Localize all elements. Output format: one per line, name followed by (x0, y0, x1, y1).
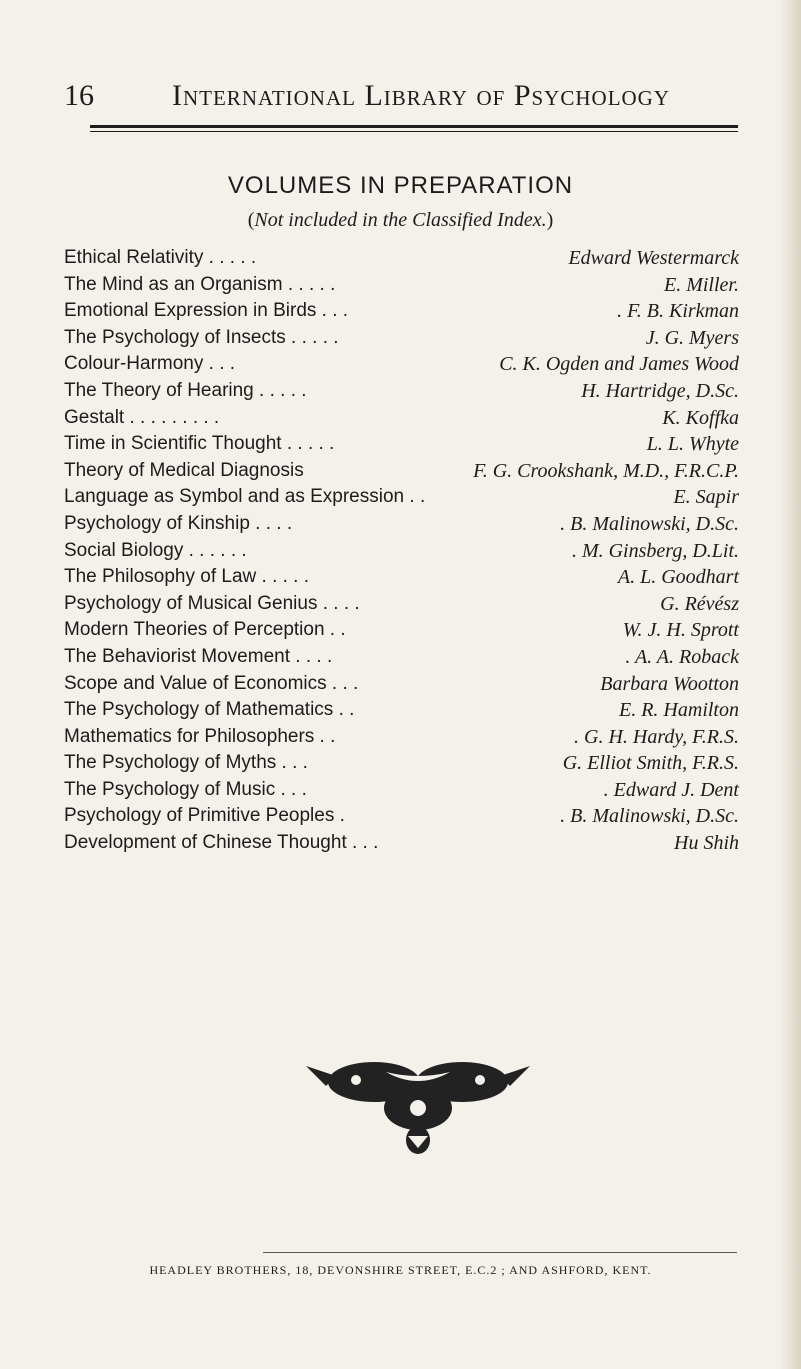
printer-imprint: HEADLEY BROTHERS, 18, DEVONSHIRE STREET, E.C.2 ; AND ASHFORD, KENT. (149, 1263, 652, 1277)
volume-title: Colour-Harmony . . . (64, 353, 236, 375)
list-item (64, 538, 739, 565)
volume-title: Theory of Medical Diagnosis (64, 459, 304, 481)
list-item (64, 431, 739, 458)
volume-title: The Psychology of Music . . . (64, 778, 307, 800)
volume-title: The Psychology of Mathematics . . (64, 699, 355, 721)
volume-author: G. Elliot Smith, F.R.S. (562, 752, 739, 775)
volume-author: . Edward J. Dent (603, 778, 739, 801)
list-item (64, 644, 739, 671)
volume-author: . G. H. Hardy, F.R.S. (574, 725, 739, 748)
list-item (64, 484, 739, 511)
volume-title: Psychology of Musical Genius . . . . (64, 592, 360, 614)
volume-title: The Psychology of Myths . . . (64, 752, 308, 774)
page-header (64, 78, 744, 118)
volume-author: . B. Malinowski, D.Sc. (560, 805, 739, 828)
header-rule-thick (90, 125, 738, 128)
volume-author: K. Koffka (662, 406, 739, 429)
list-item (64, 458, 739, 485)
note-italic-text: Not included in the Classified Index. (254, 209, 547, 231)
volume-author: . M. Ginsberg, D.Lit. (571, 539, 739, 562)
volume-author: . F. B. Kirkman (617, 300, 739, 323)
list-item (64, 245, 739, 272)
volume-title: Development of Chinese Thought . . . (64, 832, 379, 854)
volume-title: The Theory of Hearing . . . . . (64, 379, 307, 401)
note-close-paren: ) (546, 209, 554, 231)
printers-ornament-icon (296, 1050, 540, 1160)
volume-author: Edward Westermarck (568, 247, 739, 269)
volume-author: F. G. Crookshank, M.D., F.R.C.P. (473, 459, 739, 482)
header-rule-thin (90, 131, 738, 132)
list-item (64, 803, 739, 830)
volume-author: E. Sapir (673, 486, 739, 509)
list-item (64, 750, 739, 777)
volume-author: Hu Shih (674, 832, 739, 855)
list-item (64, 777, 739, 804)
volume-author: J. G. Myers (645, 326, 739, 349)
volume-author: C. K. Ogden and James Wood (499, 353, 739, 376)
volume-author: Barbara Wootton (600, 672, 739, 695)
page-number: 16 (64, 79, 94, 112)
volume-title: Modern Theories of Perception . . (64, 619, 346, 641)
list-item (64, 405, 739, 432)
list-item (64, 351, 739, 378)
volume-title: Mathematics for Philosophers . . (64, 725, 336, 747)
volume-author: W. J. H. Sprott (622, 619, 739, 642)
volume-author: . A. A. Roback (625, 645, 739, 668)
volume-title: Emotional Expression in Birds . . . (64, 300, 349, 322)
list-item (64, 325, 739, 352)
list-item (64, 272, 739, 299)
list-item (64, 511, 739, 538)
volume-title: The Psychology of Insects . . . . . (64, 326, 339, 348)
list-item (64, 830, 739, 857)
section-note (0, 207, 801, 233)
volume-list (64, 245, 739, 857)
volume-title: Gestalt . . . . . . . . . (64, 406, 220, 428)
volume-author: L. L. Whyte (646, 433, 739, 456)
list-item (64, 724, 739, 751)
volume-title: Ethical Relativity . . . . . (64, 247, 257, 268)
list-item (64, 591, 739, 618)
volume-title: Scope and Value of Economics . . . (64, 672, 359, 694)
volume-title: Psychology of Kinship . . . . (64, 512, 293, 534)
volume-author: E. Miller. (664, 273, 739, 296)
volume-author: E. R. Hamilton (619, 699, 739, 722)
volume-title: Time in Scientific Thought . . . . . (64, 433, 335, 455)
list-item (64, 697, 739, 724)
section-title: VOLUMES IN PREPARATION (227, 172, 574, 199)
list-item (64, 298, 739, 325)
volume-author: G. Révész (660, 592, 739, 615)
page-edge-shadow (779, 0, 801, 1369)
volume-author: A. L. Goodhart (617, 566, 739, 589)
running-title: International Library of Psychology (172, 79, 671, 112)
volume-title: The Mind as an Organism . . . . . (64, 273, 336, 295)
volume-title: Language as Symbol and as Expression . . (64, 486, 426, 508)
volume-title: The Behaviorist Movement . . . . (64, 645, 333, 667)
volume-title: Social Biology . . . . . . (64, 539, 247, 561)
list-item (64, 564, 739, 591)
volume-author: H. Hartridge, D.Sc. (581, 379, 739, 402)
note-open-paren: ( (247, 209, 255, 231)
list-item (64, 617, 739, 644)
volume-author: . B. Malinowski, D.Sc. (560, 512, 739, 535)
volume-title: Psychology of Primitive Peoples . (64, 805, 345, 827)
footer-rule (263, 1252, 737, 1253)
volume-title: The Philosophy of Law . . . . . (64, 566, 310, 588)
list-item (64, 378, 739, 405)
list-item (64, 671, 739, 698)
